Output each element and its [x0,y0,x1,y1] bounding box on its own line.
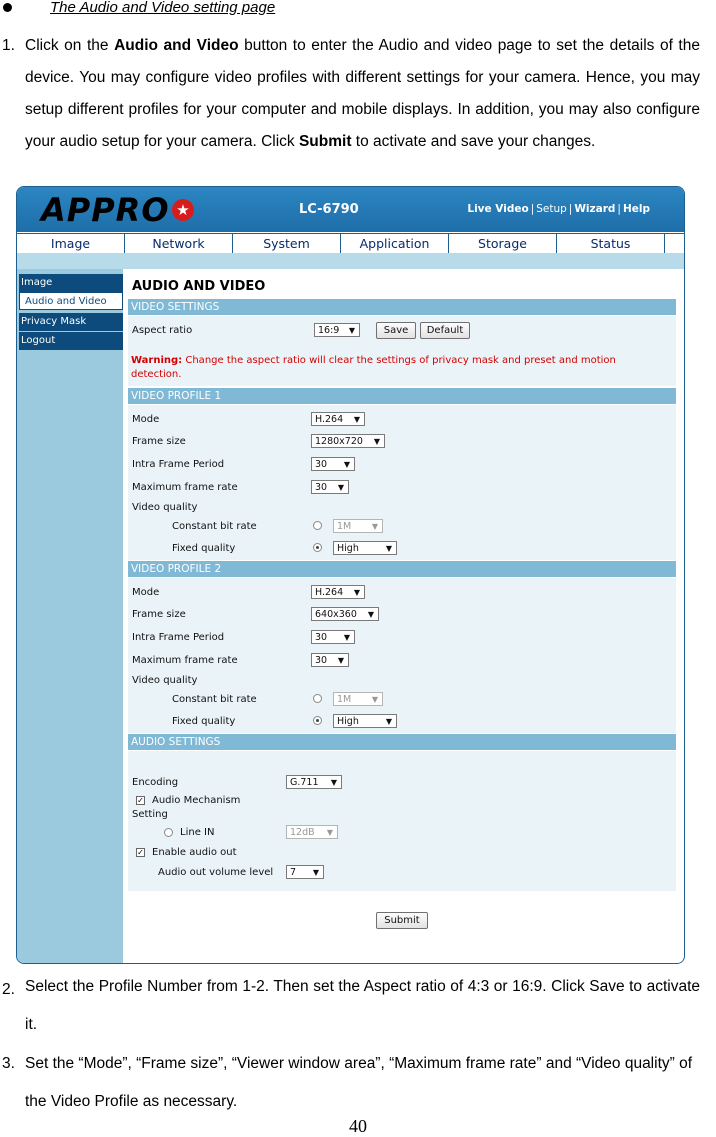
p1-cbr-label: Constant bit rate [172,521,257,532]
p1-intra-frame-select[interactable]: 30 ▼ [311,457,355,471]
p1-frame-size-label: Frame size [132,436,186,447]
p2-cbr-label: Constant bit rate [172,694,257,705]
p1-fixed-quality-select[interactable]: High ▼ [333,541,397,555]
content-area [125,269,683,963]
p1-video-quality-label: Video quality [132,502,198,513]
p1-frame-size-select[interactable]: 1280x720 ▼ [311,434,385,448]
dropdown-arrow-icon: ▼ [348,326,355,335]
p2-fixed-quality-select[interactable]: High ▼ [333,714,397,728]
p2-max-frame-rate-label: Maximum frame rate [132,655,238,666]
p1-mode-label: Mode [132,414,160,425]
sidebar [17,269,123,963]
save-button[interactable]: Save [376,322,416,339]
video-profile-1-header: VIDEO PROFILE 1 [128,388,676,404]
nav-status[interactable]: Status [557,234,665,253]
sidebar-item-logout[interactable]: Logout [19,332,123,350]
p2-video-quality-label: Video quality [132,675,198,686]
p1-intra-frame-label: Intra Frame Period [132,459,225,470]
default-button[interactable]: Default [420,322,470,339]
audio-mechanism-label: Audio Mechanism Setting [132,795,241,820]
submit-bold: Submit [298,133,352,150]
p2-cbr-radio[interactable] [313,694,322,703]
encoding-label: Encoding [132,777,179,788]
heading-text: The Audio and Video setting page [50,0,276,16]
step-2-number: 2. [2,981,15,998]
step-2-text: Select the Profile Number from 1-2. Then set the Aspect ratio of 4:3 or 16:9. Click Save to activate it. [25,978,700,1033]
bullet-icon [3,3,12,12]
audio-video-screenshot [16,186,685,964]
p2-intra-frame-select[interactable]: 30 ▼ [311,630,355,644]
appro-logo: APPRO [41,191,170,229]
p1-max-frame-rate-select[interactable]: 30 ▼ [311,480,349,494]
aspect-ratio-select[interactable]: 16:9 ▼ [314,323,360,337]
p2-intra-frame-label: Intra Frame Period [132,632,225,643]
p2-mode-label: Mode [132,587,160,598]
nav-storage[interactable]: Storage [449,234,557,253]
p2-cbr-select[interactable]: 1M ▼ [333,692,383,706]
submit-button[interactable]: Submit [376,912,428,929]
star-icon: ★ [172,199,194,221]
p1-cbr-radio[interactable] [313,521,322,530]
step-3-number: 3. [2,1055,15,1072]
aspect-ratio-label: Aspect ratio [132,325,193,336]
audio-video-bold: Audio and Video [114,37,239,54]
wizard-link[interactable]: Wizard [574,203,616,215]
video-settings-header: VIDEO SETTINGS [128,299,676,315]
help-link[interactable]: Help [622,203,650,215]
step-1-number: 1. [2,37,15,54]
sidebar-item-image[interactable]: Image [19,274,123,292]
p1-mode-select[interactable]: H.264 ▼ [311,412,365,426]
p2-fixed-quality-radio[interactable] [313,716,322,725]
audio-settings-header: AUDIO SETTINGS [128,734,676,750]
nav-system[interactable]: System [233,234,341,253]
p1-fixed-quality-radio[interactable] [313,543,322,552]
p2-fixed-quality-label: Fixed quality [172,716,236,727]
section-heading [0,0,716,20]
line-in-select[interactable]: 12dB ▼ [286,825,338,839]
page-title: AUDIO AND VIDEO [132,279,266,294]
main-nav [17,233,684,254]
page-number: 40 [349,1116,367,1136]
p1-fixed-quality-label: Fixed quality [172,543,236,554]
step-1-text: Click on the Audio and Video button to enter the Audio and video page to set the details of the device. You may configure video profiles with different settings for your camera. Hence, you may setup different profiles for your computer and mobile displays. In addition, you may also configure your audio setup for your camera. Click Submit to activate and save your changes. [25,37,700,150]
setup-link[interactable]: Setup [536,203,567,215]
audio-settings-panel [128,751,676,891]
encoding-select[interactable]: G.711 ▼ [286,775,342,789]
video-profile-1-panel [128,405,676,560]
enable-audio-out-label: Enable audio out [152,847,237,858]
sub-bar [17,253,684,269]
p2-frame-size-select[interactable]: 640x360 ▼ [311,607,379,621]
p2-frame-size-label: Frame size [132,609,186,620]
video-profile-2-header: VIDEO PROFILE 2 [128,561,676,577]
sidebar-item-privacy-mask[interactable]: Privacy Mask [19,313,123,331]
enable-audio-out-checkbox[interactable]: ✓ [137,848,144,857]
nav-image[interactable]: Image [17,234,125,253]
live-video-link[interactable]: Live Video [467,203,529,215]
nav-application[interactable]: Application [341,234,449,253]
sidebar-item-audio-video[interactable]: Audio and Video [19,292,123,310]
video-settings-panel [128,316,676,386]
aspect-warning: Warning: Change the aspect ratio will clear the settings of privacy mask and preset and motion detection. [131,355,616,380]
step-3-text: Set the “Mode”, “Frame size”, “Viewer window area”, “Maximum frame rate” and “Video quality” of the Video Profile as necessary. [25,1055,693,1110]
top-banner [17,187,684,232]
p1-cbr-select[interactable]: 1M ▼ [333,519,383,533]
line-in-label: Line IN [180,827,215,838]
volume-level-select[interactable]: 7 ▼ [286,865,324,879]
audio-mechanism-checkbox[interactable]: ✓ [137,796,144,805]
video-profile-2-panel [128,578,676,733]
p1-max-frame-rate-label: Maximum frame rate [132,482,238,493]
p2-max-frame-rate-select[interactable]: 30 ▼ [311,653,349,667]
top-links: Live Video | Setup | Wizard | Help [467,203,650,215]
volume-level-label: Audio out volume level [158,867,274,878]
line-in-radio[interactable] [164,828,173,837]
p2-mode-select[interactable]: H.264 ▼ [311,585,365,599]
model-name: LC-6790 [299,202,359,217]
nav-network[interactable]: Network [125,234,233,253]
